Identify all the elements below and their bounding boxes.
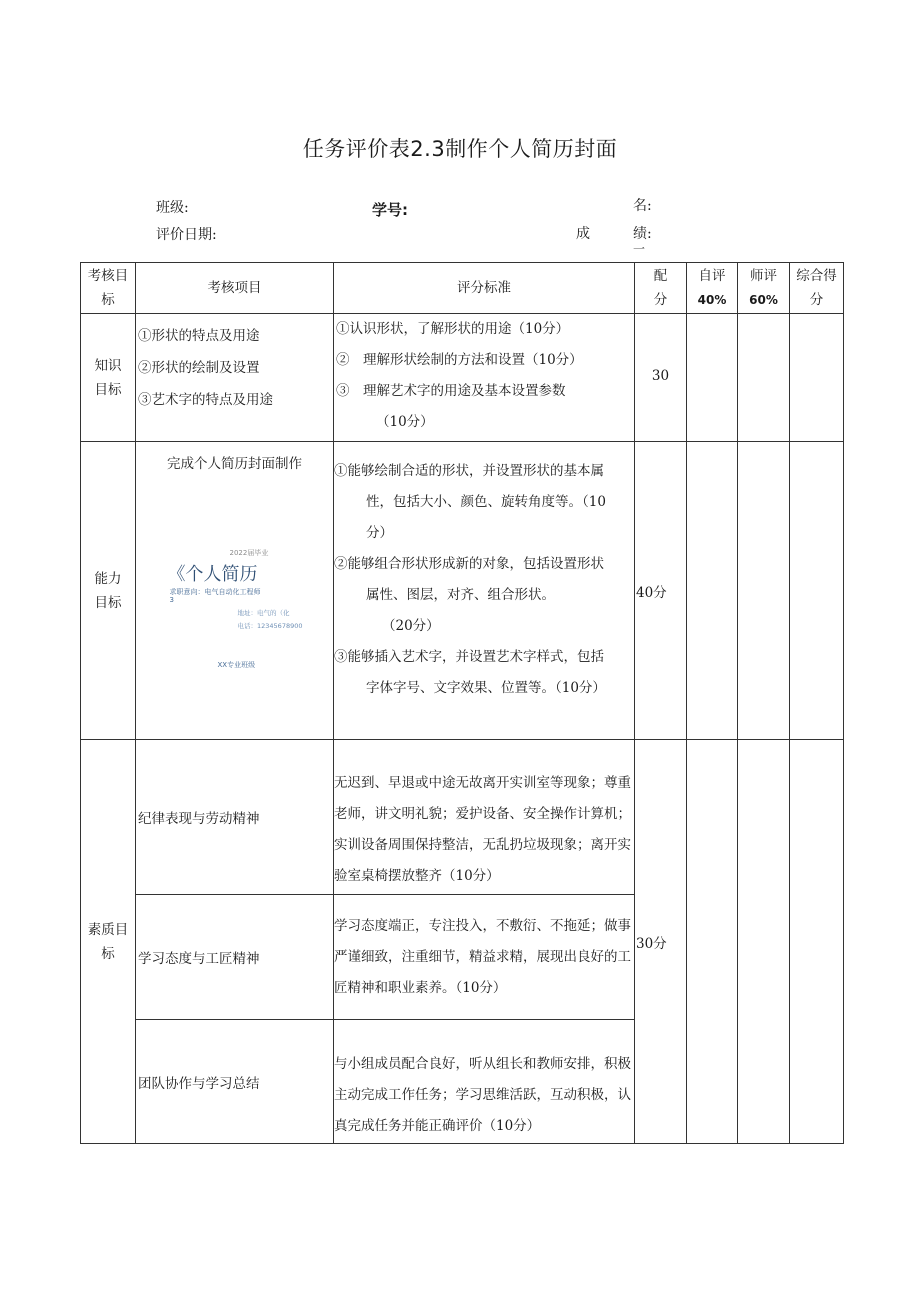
knowledge-criterion: ①认识形状，了解形状的用途（10分） (336, 321, 570, 337)
ability-criterion: 属性、图层，对齐、组合形状。 (366, 587, 555, 603)
header-points (635, 263, 687, 314)
name-label: 名: (633, 198, 652, 214)
score-label-char2: 绩: (633, 226, 652, 242)
thumb-phone: 电话：12345678900 (237, 622, 303, 630)
evaluation-table (80, 262, 844, 1144)
ability-criterion: ③能够插入艺术字，并设置艺术字样式，包括 (334, 649, 604, 665)
ability-criterion: ②能够组合形状形成新的对象，包括设置形状 (334, 556, 604, 572)
ability-points: 40分 (635, 442, 687, 740)
knowledge-item: ①形状的特点及用途 (138, 328, 260, 344)
ability-item-cell (136, 442, 334, 740)
thumb-year: 2022届毕业 (229, 549, 269, 557)
quality-target (81, 740, 136, 1144)
knowledge-criterion: ② 理解形状绘制的方法和设置（10分） (336, 352, 583, 368)
thumb-line2: 3 (169, 596, 174, 604)
quality-item: 学习态度与工匠精神 (136, 895, 334, 1020)
quality-item: 团队协作与学习总结 (136, 1020, 334, 1144)
ability-row (81, 442, 844, 740)
header-points-line2: 分 (653, 292, 668, 308)
header-total (790, 263, 844, 314)
header-self-line1: 自评 (698, 268, 726, 284)
quality-criterion: 学习态度端正，专注投入，不敷衍、不拖延；做事严谨细致，注重细节，精益求精，展现出良好的工匠精神和职业素养。（10分） (334, 895, 635, 1020)
header-self-weight: 40% (697, 293, 727, 307)
quality-target-line2: 标 (101, 945, 115, 962)
quality-points: 30分 (635, 740, 687, 1144)
thumb-title: 《个人简历 (167, 564, 258, 585)
thumb-address: 地址：电气的（化 (237, 609, 290, 617)
table-header-row (81, 263, 844, 314)
ability-teacher-score[interactable] (738, 442, 790, 740)
quality-row-discipline (81, 740, 844, 895)
class-label: 班级: (156, 200, 189, 216)
header-target-line1: 考核目 (87, 268, 129, 284)
ability-target (81, 442, 136, 740)
knowledge-criteria (334, 314, 635, 442)
score-label-char1: 成 (576, 226, 590, 242)
header-criteria: 评分标准 (334, 263, 635, 314)
score-blank-dash: 一 (633, 242, 646, 256)
ability-criterion: （20分） (382, 618, 440, 634)
ability-target-line1: 能力 (94, 570, 122, 587)
quality-self-score[interactable] (687, 740, 738, 1144)
knowledge-item: ②形状的绘制及设置 (138, 360, 260, 376)
knowledge-item: ③艺术字的特点及用途 (138, 392, 273, 408)
student-no-label: 学号: (372, 201, 408, 219)
knowledge-criterion: （10分） (376, 414, 434, 430)
header-target-line2: 标 (101, 292, 115, 308)
ability-criteria (334, 442, 635, 740)
quality-target-line1: 素质目 (87, 921, 129, 938)
ability-total-score[interactable] (790, 442, 844, 740)
knowledge-teacher-score[interactable] (738, 314, 790, 442)
resume-cover-thumbnail (140, 548, 330, 678)
eval-date-label: 评价日期: (156, 227, 217, 243)
ability-self-score[interactable] (687, 442, 738, 740)
knowledge-self-score[interactable] (687, 314, 738, 442)
ability-item: 完成个人简历封面制作 (167, 456, 302, 472)
header-item: 考核项目 (136, 263, 334, 314)
header-points-line1: 配 (653, 268, 668, 284)
quality-item: 纪律表现与劳动精神 (136, 740, 334, 895)
knowledge-criterion: ③ 理解艺术字的用途及基本设置参数 (336, 383, 566, 399)
knowledge-target-line2: 目标 (94, 381, 122, 398)
header-total-line2: 分 (809, 292, 824, 308)
ability-criterion: 性，包括大小、颜色、旋转角度等。（10 (366, 494, 606, 510)
knowledge-row (81, 314, 844, 442)
header-self-eval (687, 263, 738, 314)
ability-criterion: 字体字号、文字效果、位置等。（10分） (366, 680, 606, 696)
knowledge-target (81, 314, 136, 442)
header-teacher-weight: 60% (749, 293, 778, 307)
thumb-name: XX专业班级 (217, 661, 256, 669)
knowledge-points: 30 (635, 314, 687, 442)
header-target (81, 263, 136, 314)
header-teacher-eval (738, 263, 790, 314)
knowledge-items (136, 314, 334, 442)
ability-target-line2: 目标 (94, 594, 122, 611)
knowledge-target-line1: 知识 (94, 357, 122, 374)
ability-criterion: ①能够绘制合适的形状，并设置形状的基本属 (334, 463, 604, 479)
quality-total-score[interactable] (790, 740, 844, 1144)
quality-criterion: 无迟到、早退或中途无故离开实训室等现象；尊重老师，讲文明礼貌；爱护设备、安全操作计算机；实训设备周围保持整洁，无乱扔垃圾现象；离开实验室桌椅摆放整齐（10分） (334, 740, 635, 895)
header-teacher-line1: 师评 (750, 268, 777, 284)
ability-criterion: 分） (366, 525, 393, 541)
header-total-line1: 综合得 (796, 268, 837, 284)
page-title: 任务评价表2.3制作个人简历封面 (302, 137, 618, 161)
knowledge-total-score[interactable] (790, 314, 844, 442)
quality-teacher-score[interactable] (738, 740, 790, 1144)
quality-criterion: 与小组成员配合良好，听从组长和教师安排，积极主动完成工作任务；学习思维活跃，互动积极，认真完成任务并能正确评价（10分） (334, 1020, 635, 1144)
thumb-objective: 求职意向：电气自动化工程师 (169, 588, 261, 596)
